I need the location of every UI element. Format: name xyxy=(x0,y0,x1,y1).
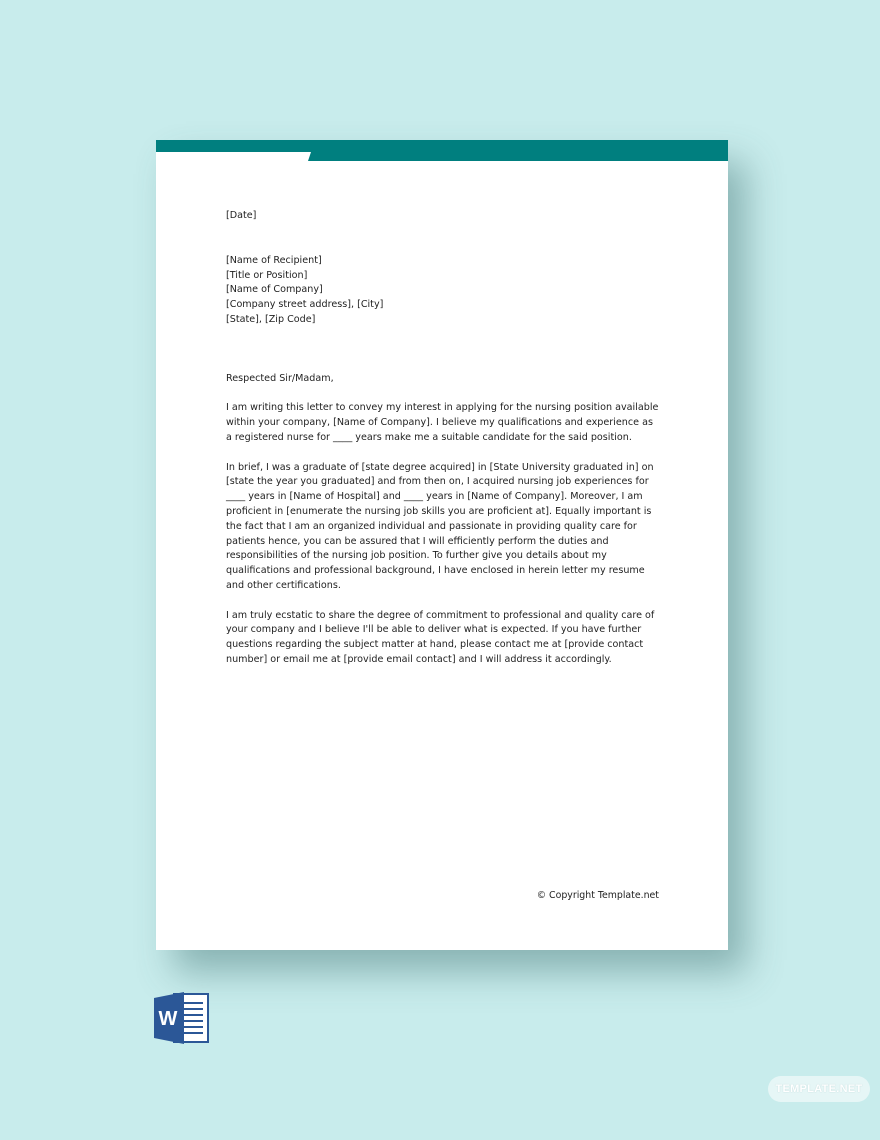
recipient-address xyxy=(226,254,660,328)
word-icon xyxy=(154,992,210,1044)
address-line: [Title or Position] xyxy=(226,269,308,281)
watermark-text: TEMPLATE.NET xyxy=(775,1083,863,1095)
paragraph-intro: I am writing this letter to convey my interest in applying for the nursing position available within your company, [Name of Company]. I believe my qualifications and experience as a registered nurse for ____ years make me a suitable candidate for the said position. xyxy=(226,402,659,443)
salutation: Respected Sir/Madam, xyxy=(226,372,334,384)
header-band xyxy=(156,140,728,161)
address-line: [Company street address], [City] xyxy=(226,299,384,311)
header-band-shape xyxy=(156,140,728,161)
address-line: [State], [Zip Code] xyxy=(226,313,316,325)
paragraph-closing: I am truly ecstatic to share the degree of commitment to professional and quality care of your company and I believe I'll be able to deliver what is expected. If you have further questions regarding the subject matter at hand, please contact me at [provide contact number] or email me at [provide email contact] and I will address it accordingly. xyxy=(226,609,655,665)
letter-body xyxy=(226,209,660,683)
word-icon-letter: W xyxy=(158,1008,178,1030)
address-line: [Name of Company] xyxy=(226,284,323,296)
template-watermark xyxy=(768,1076,870,1102)
copyright-notice: © Copyright Template.net xyxy=(536,890,659,901)
letter-date: [Date] xyxy=(226,210,257,221)
paragraph-background: In brief, I was a graduate of [state degree acquired] in [State University graduated in] on [state the year you graduated] and from then on, I acquired nursing job experiences for ____ years in [Name of Hospital] and ____ years in [Name of Company]. Moreover, I am proficient in [enumerate the nursing job skills you are proficient at]. Equally important is the fact that I am an organized individual and passionate in providing quality care for patients hence, you can be assured that I will efficiently perform the duties and responsibilities of the nursing job position. To further give you details about my qualifications and professional background, I have enclosed in herein letter my resume and other certifications. xyxy=(226,461,654,591)
letter-page xyxy=(156,140,728,950)
address-line: [Name of Recipient] xyxy=(226,254,322,266)
